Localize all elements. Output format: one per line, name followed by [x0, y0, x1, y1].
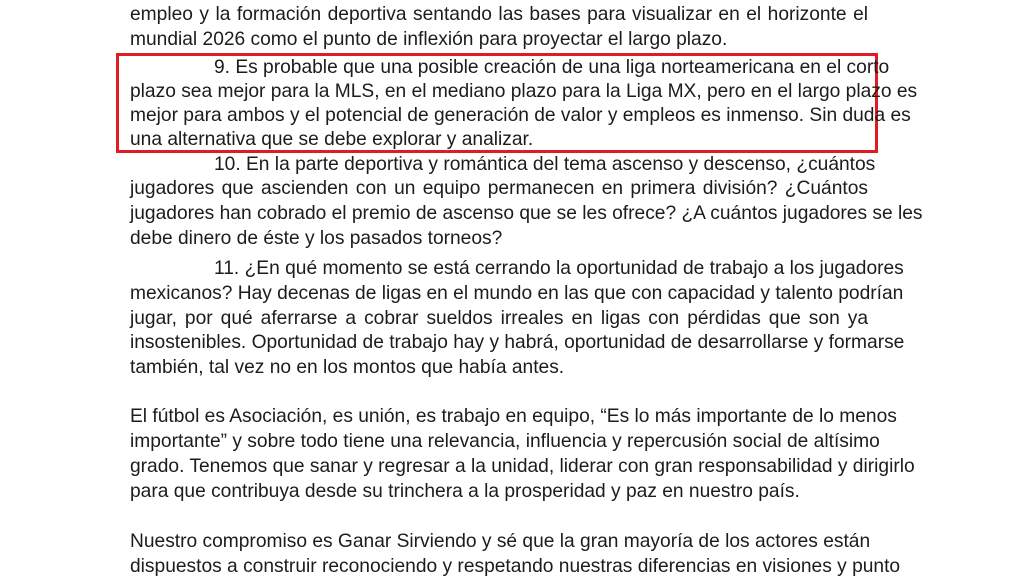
paragraph-line: importante” y sobre todo tiene una relevancia, influencia y repercusión social de altísimo: [130, 431, 880, 452]
item-10-line: debe dinero de éste y los pasados torneos?: [130, 228, 503, 249]
intro-line: empleo y la formación deportiva sentando las bases para visualizar en el horizonte el: [130, 4, 868, 25]
item-11-line: mexicanos? Hay decenas de ligas en el mundo en las que con capacidad y talento podrían: [130, 283, 904, 304]
paragraph-line: para que contribuya desde su trinchera a la prosperidad y paz en nuestro país.: [130, 481, 800, 502]
item-9-line: mejor para ambos y el potencial de generación de valor y empleos es inmenso. Sin duda es: [130, 105, 911, 126]
paragraph-line: grado. Tenemos que sanar y regresar a la unidad, liderar con gran responsabilidad y dirigirlo: [130, 456, 915, 477]
item-9-line: 9. Es probable que una posible creación de una liga norteamericana en el corto: [214, 57, 890, 78]
paragraph-line: Nuestro compromiso es Ganar Sirviendo y sé que la gran mayoría de los actores están: [130, 531, 871, 552]
item-9-line: plazo sea mejor para la MLS, en el mediano plazo para la Liga MX, pero en el largo plazo es: [130, 81, 918, 102]
item-11-line: insostenibles. Oportunidad de trabajo hay y habrá, oportunidad de desarrollarse y formarse: [130, 332, 905, 353]
paragraph-line: dispuestos a construir reconociendo y respetando nuestras diferencias en visiones y punto: [130, 556, 901, 576]
item-10-line: jugadores han cobrado el premio de ascenso que se les ofrece? ¿A cuántos jugadores se les: [130, 203, 923, 224]
item-9-line: una alternativa que se debe explorar y analizar.: [130, 129, 534, 150]
item-10-line: jugadores que ascienden con un equipo permanecen en primera división? ¿Cuántos: [130, 178, 868, 199]
item-11-line: 11. ¿En qué momento se está cerrando la oportunidad de trabajo a los jugadores: [214, 258, 904, 279]
paragraph-line: El fútbol es Asociación, es unión, es trabajo en equipo, “Es lo más importante de lo menos: [130, 406, 897, 427]
intro-line: mundial 2026 como el punto de inflexión para proyectar el largo plazo.: [130, 29, 728, 50]
item-11-line: jugar, por qué aferrarse a cobrar sueldos irreales en ligas con pérdidas que son ya: [130, 308, 868, 329]
item-11-line: también, tal vez no en los montos que había antes.: [130, 357, 565, 378]
item-10-line: 10. En la parte deportiva y romántica del tema ascenso y descenso, ¿cuántos: [214, 154, 876, 175]
